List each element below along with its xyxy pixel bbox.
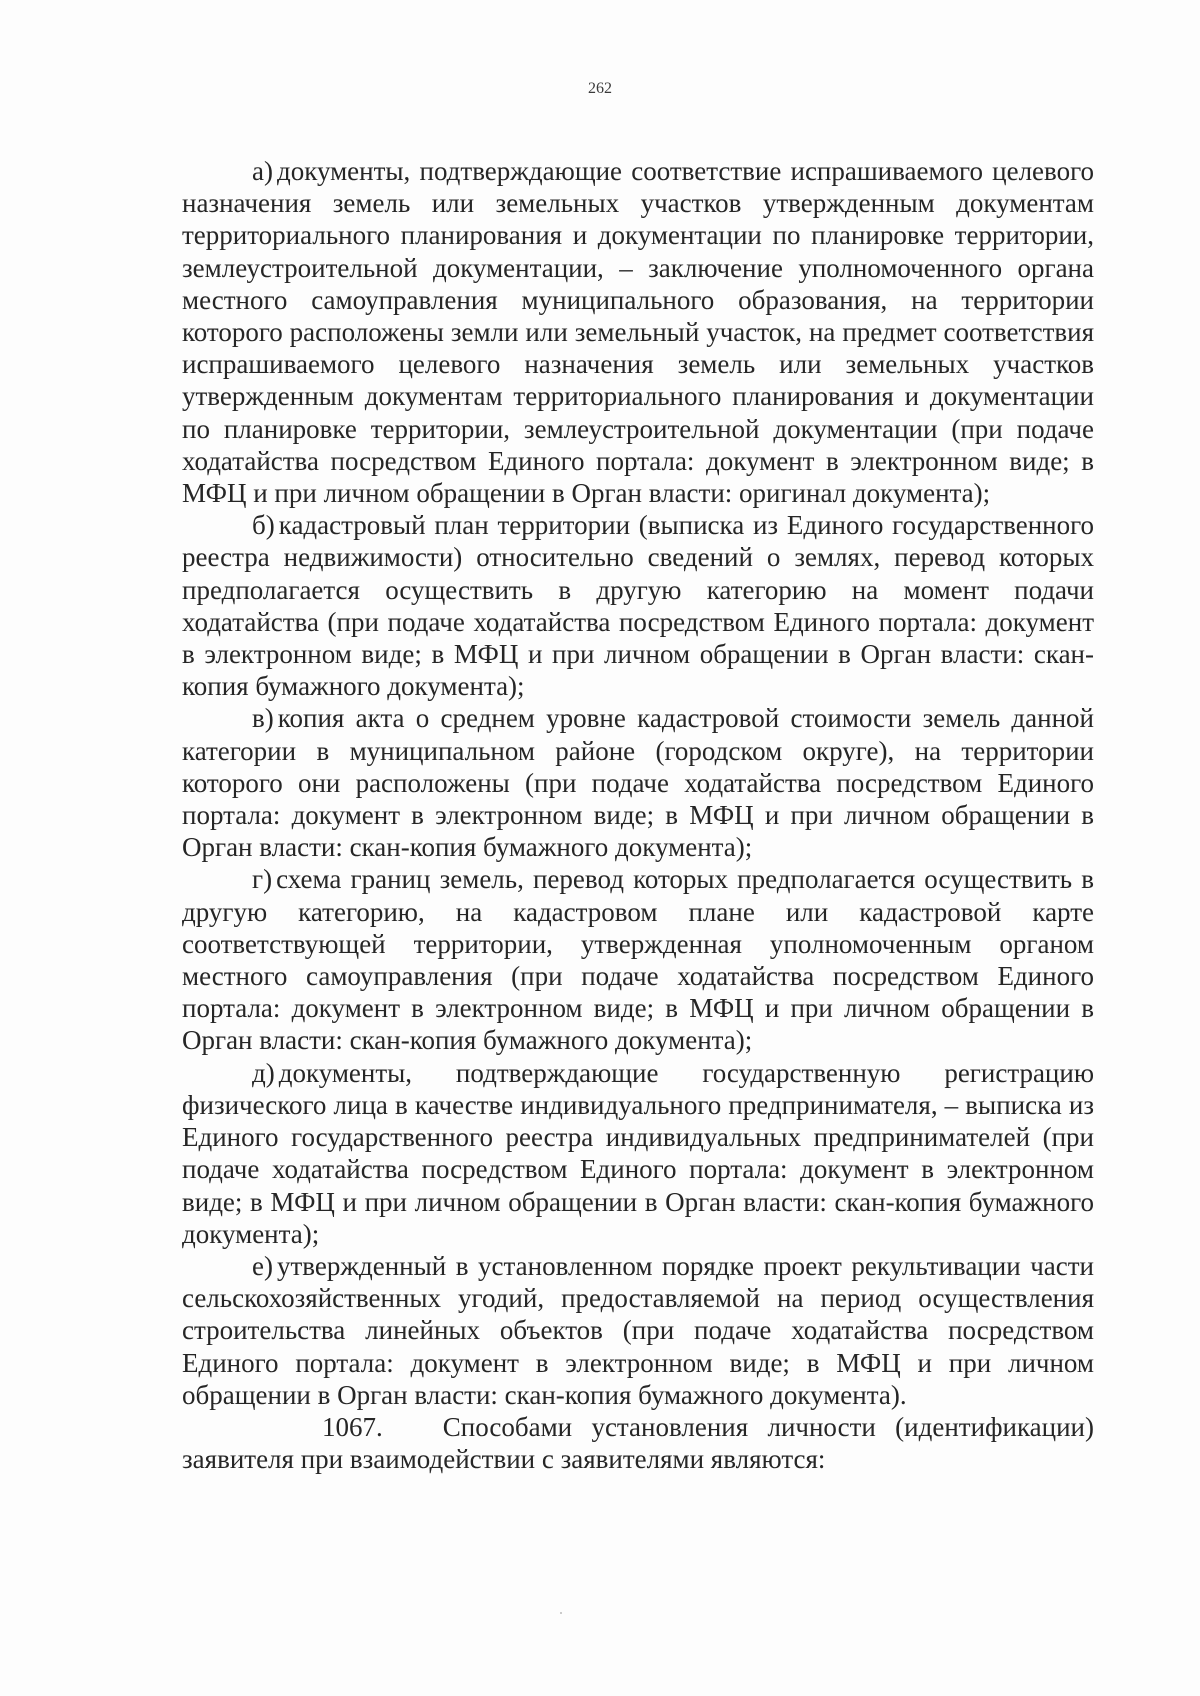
item-text: документы, подтверждающие соответствие испрашиваемого целевого назначения земель или земельных участков утвержденным документам территориального планирования и документации по планировке территории, землеустроительной документации, – заключение уполномоченного органа местного самоуправления муниципального образования, на территории которого расположены земли или земельный участок, на предмет соответствия испрашиваемого целевого назначения земель или земельных участков утвержденным документам территориального планирования и документации по планировке территории, землеустроительной документации (при подаче ходатайства посредством Единого портала: документ в электронном виде; в МФЦ и при личном обращении в Орган власти: оригинал документа);: [182, 156, 1094, 509]
item-text: кадастровый план территории (выписка из Единого государственного реестра недвижимости) относительно сведений о землях, перевод которых предполагается осуществить в другую категорию на момент подачи ходатайства (при подаче ходатайства посредством Единого портала: документ в электронном виде; в МФЦ и при личном обращении в Орган власти: скан-копия бумажного документа);: [182, 510, 1094, 702]
clause-text: Способами установления личности (идентификации) заявителя при взаимодействии с заявителями являются:: [182, 1411, 1094, 1475]
list-item-v: [182, 702, 1094, 863]
item-text: схема границ земель, перевод которых предполагается осуществить в другую категорию, на кадастровом плане или кадастровой карте соответствующей территории, утвержденная уполномоченным органом местного самоуправления (при подаче ходатайства посредством Единого портала: документ в электронном виде; в МФЦ и при личном обращении в Орган власти: скан-копия бумажного документа);: [182, 864, 1094, 1056]
clause-number: 1067.: [322, 1411, 383, 1442]
item-label: е): [252, 1250, 273, 1281]
page-number: 262: [588, 80, 612, 97]
item-text: копия акта о среднем уровне кадастровой стоимости земель данной категории в муниципальном районе (городском округе), на территории которого они расположены (при подаче ходатайства посредством Единого портала: документ в электронном виде; в МФЦ и при личном обращении в Орган власти: скан-копия бумажного документа);: [182, 703, 1094, 863]
item-label: в): [252, 703, 274, 734]
list-item-e: [182, 1250, 1094, 1411]
list-item-g: [182, 863, 1094, 1056]
list-item-d: [182, 1057, 1094, 1250]
item-label: б): [252, 510, 275, 541]
document-body: [182, 155, 1094, 1475]
item-text: документы, подтверждающие государственную регистрацию физического лица в качестве индивидуального предпринимателя, – выписка из Единого государственного реестра индивидуальных предпринимателей (при подаче ходатайства посредством Единого портала: документ в электронном виде; в МФЦ и при личном обращении в Орган власти: скан-копия бумажного документа);: [182, 1057, 1094, 1249]
item-label: г): [252, 864, 273, 895]
list-item-b: [182, 509, 1094, 702]
scan-speck: [560, 1612, 562, 1614]
item-text: утвержденный в установленном порядке проект рекультивации части сельскохозяйственных угодий, предоставляемой на период осуществления строительства линейных объектов (при подаче ходатайства посредством Единого портала: документ в электронном виде; в МФЦ и при личном обращении в Орган власти: скан-копия бумажного документа).: [182, 1250, 1094, 1410]
list-item-a: [182, 155, 1094, 509]
item-label: д): [252, 1057, 275, 1088]
item-label: а): [252, 156, 273, 186]
clause-1067: [182, 1411, 1094, 1475]
